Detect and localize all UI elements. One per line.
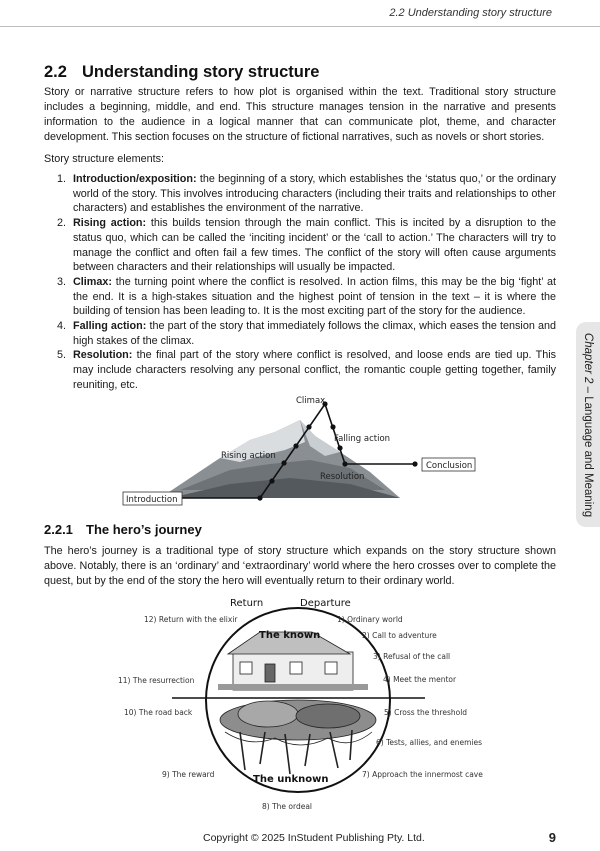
item-text: the beginning of a story, which establishes the ‘status quo,’ or the ordinary world of the story. This involves introducing characters (including their traits and relationships to other characters) and establishes the environment of the narrative. (73, 173, 556, 215)
mountain-illustration (160, 420, 400, 498)
running-head: 2.2 Understanding story structure (389, 7, 552, 19)
item-text: this builds tension through the main conflict. This is incited by a disruption to the status quo, which can be called the ‘inciting incident’ or the ‘call to action.’ The characters will try to manage the conflict and often fail a few times. The conflict of the story will often cause arguments between characters and their relationships will usually be impacted. (73, 217, 556, 274)
step-5: 5) Cross the threshold (384, 708, 468, 717)
plot-diagram (110, 390, 490, 510)
item-number: 2. (57, 217, 67, 230)
hero-intro-paragraph: The hero’s journey is a traditional type of story structure which expands on the story structure shown above. Notably, there is an ‘ordinary’ and ‘extraordinary’ world where the hero crosses over to complete the quest, but by the end of the story the hero will eventually return to their ordinary world. (44, 545, 556, 587)
item-number: 4. (57, 320, 67, 333)
subsection-number: 2.2.1 (44, 522, 73, 537)
chapter-side-tab (576, 322, 600, 527)
label-climax: Climax (296, 396, 326, 406)
story-elements-list (44, 172, 556, 393)
hero-journey-diagram (100, 592, 500, 814)
step-4: 4) Meet the mentor (383, 675, 457, 684)
item-term: Falling action: (73, 320, 147, 333)
label-departure: Departure (300, 598, 351, 609)
item-term: Rising action: (73, 217, 147, 230)
copyright-text: Copyright © 2025 InStudent Publishing Pty. Ltd. (203, 832, 425, 844)
item-text: the final part of the story where conflict is resolved, and loose ends are tied up. This may include characters resolving any personal conflict, the romantic couple getting together, family reuniting, etc. (73, 349, 556, 391)
item-text: the part of the story that immediately follows the climax, which eases the tension and high stakes of the climax. (73, 320, 556, 347)
item-term: Introduction/exposition: (73, 173, 197, 185)
label-unknown: The unknown (253, 774, 329, 785)
side-tab-separator: – (582, 382, 594, 396)
item-term: Climax: (73, 275, 113, 288)
list-item (44, 348, 556, 392)
list-item (44, 216, 556, 275)
side-tab-title: Language and Meaning (582, 395, 594, 517)
side-tab-chapter: Chapter 2 (582, 332, 594, 383)
step-10: 10) The road back (124, 708, 193, 717)
section-title (44, 63, 319, 82)
label-return: Return (230, 598, 264, 609)
header-divider (0, 26, 600, 27)
step-3: 3) Refusal of the call (373, 652, 451, 661)
section-title-text: Understanding story structure (82, 63, 320, 81)
step-7: 7) Approach the innermost cave (362, 770, 483, 779)
list-item (44, 319, 556, 348)
list-item (44, 172, 556, 216)
elements-label: Story structure elements: (44, 153, 165, 165)
item-number: 1. (57, 173, 67, 185)
item-text: the turning point where the conflict is resolved. In action films, this may be the big ‘fight’ at the end. It is a high-stakes situation and the highest point of tension in the text – it is where the building of tension has been leading to. It is the most exciting part of the story for the audience. (73, 275, 556, 318)
label-falling-action: Falling action (334, 434, 391, 444)
step-1: 1) Ordinary world (337, 615, 403, 624)
unknown-world-illustration (220, 700, 376, 774)
side-tab-label (582, 332, 594, 516)
label-resolution: Resolution (320, 472, 365, 482)
step-12: 12) Return with the elixir (144, 615, 238, 624)
label-known: The known (259, 630, 321, 641)
step-9: 9) The reward (162, 770, 215, 779)
step-2: 2) Call to adventure (362, 631, 437, 640)
subsection-title (44, 522, 202, 537)
item-number: 5. (57, 349, 67, 362)
step-6: 6) Tests, allies, and enemies (376, 738, 483, 747)
label-rising-action: Rising action (221, 451, 276, 461)
label-introduction: Introduction (126, 495, 178, 505)
item-term: Resolution: (73, 349, 133, 362)
subsection-title-text: The hero’s journey (86, 522, 202, 537)
step-8: 8) The ordeal (262, 802, 313, 811)
list-item (44, 275, 556, 319)
section-number: 2.2 (44, 63, 67, 81)
item-number: 3. (57, 275, 67, 288)
label-conclusion: Conclusion (426, 461, 473, 471)
intro-paragraph: Story or narrative structure refers to how plot is organised within the text. Traditional story structure includes a beginning, middle, and end. This structure manages tension in the narrative and presents information to the audience in a logical manner that can communicate plot, theme, and character development. This section focuses on the structure of fictional narratives, such as novels or short stories. (44, 86, 556, 143)
step-11: 11) The resurrection (118, 676, 195, 685)
page-number: 9 (548, 830, 556, 845)
